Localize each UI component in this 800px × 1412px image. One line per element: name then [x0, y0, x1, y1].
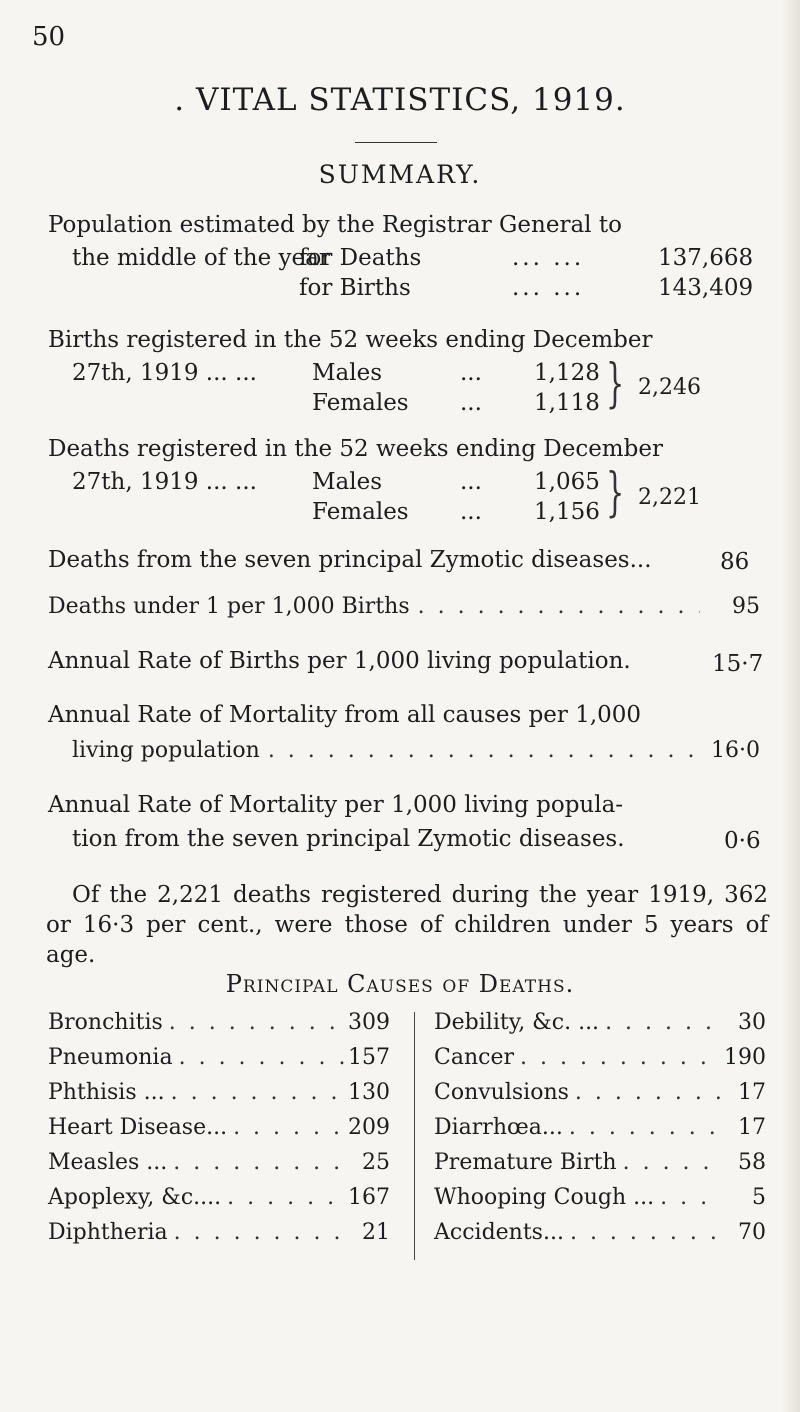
stat-zymotic-deaths-value: 86 — [720, 549, 750, 575]
cause-count: 190 — [724, 1045, 766, 1070]
stat-zymotic-mortality-label-2: tion from the seven principal Zymotic diseases. — [72, 826, 625, 852]
births-males-value: 1,128 — [534, 360, 600, 386]
stat-infant-deaths-row — [48, 594, 760, 619]
stat-mortality-rate-row — [72, 738, 760, 763]
births-brace: } — [606, 354, 625, 414]
population-deaths-dots: ... ... — [512, 245, 585, 271]
cause-name: Cancer — [434, 1045, 514, 1070]
cause-row — [434, 1045, 766, 1080]
leader-dots — [410, 594, 700, 619]
leader-dots — [564, 1220, 722, 1245]
cause-count: 17 — [738, 1115, 766, 1140]
population-births-dots: ... ... — [512, 275, 585, 301]
cause-name: Diarrhœa... — [434, 1115, 563, 1140]
cause-count: 5 — [752, 1185, 766, 1210]
births-females-value: 1,118 — [534, 390, 600, 416]
stat-mortality-rate-label-2: living population — [72, 738, 260, 763]
cause-count: 17 — [738, 1080, 766, 1105]
cause-name: Measles ... — [48, 1150, 168, 1175]
causes-heading-text: Principal Causes of Deaths. — [225, 970, 575, 998]
leader-dots — [221, 1185, 346, 1210]
cause-name: Debility, &c. ... — [434, 1010, 600, 1035]
population-line-2: the middle of the year — [72, 245, 330, 271]
leader-dots — [173, 1045, 346, 1070]
stat-birth-rate-label: Annual Rate of Births per 1,000 living population. — [48, 648, 631, 674]
cause-count: 167 — [348, 1185, 390, 1210]
leader-dots — [227, 1115, 346, 1140]
deaths-registered-intro: Deaths registered in the 52 weeks ending December — [48, 436, 663, 462]
cause-row — [48, 1185, 390, 1220]
deaths-males-dots: ... — [460, 469, 482, 495]
stat-zymotic-mortality-label-1: Annual Rate of Mortality per 1,000 living popula- — [48, 792, 624, 818]
page-edge-shadow — [782, 0, 800, 1412]
column-divider — [414, 1012, 415, 1260]
cause-count: 209 — [348, 1115, 390, 1140]
cause-row — [48, 1150, 390, 1185]
deaths-males-value: 1,065 — [534, 469, 600, 495]
births-registered-intro: Births registered in the 52 weeks ending December — [48, 327, 653, 353]
cause-row — [434, 1150, 766, 1185]
deaths-females-value: 1,156 — [534, 499, 600, 525]
stat-mortality-rate-label-1: Annual Rate of Mortality from all causes per 1,000 — [48, 702, 642, 728]
children-deaths-paragraph: Of the 2,221 deaths registered during the year 1919, 362 or 16·3 per cent., were those of children under 5 years of age. — [46, 882, 768, 968]
cause-name: Diphtheria — [48, 1220, 168, 1245]
cause-name: Pneumonia — [48, 1045, 173, 1070]
leader-dots — [167, 1150, 346, 1175]
births-females-dots: ... — [460, 390, 482, 416]
leader-dots — [165, 1080, 346, 1105]
summary-heading: SUMMARY. — [318, 160, 482, 189]
cause-name: Convulsions — [434, 1080, 569, 1105]
cause-row — [48, 1115, 390, 1150]
cause-name: Phthisis ... — [48, 1080, 165, 1105]
deaths-females-label: Females — [312, 499, 409, 525]
cause-count: 58 — [738, 1150, 766, 1175]
title-rule — [355, 142, 437, 143]
population-line-1: Population estimated by the Registrar General to — [48, 212, 622, 238]
cause-count: 30 — [738, 1010, 766, 1035]
deaths-registered-date: 27th, 1919 ... ... — [72, 469, 257, 495]
cause-count: 25 — [362, 1150, 390, 1175]
population-deaths-label: for Deaths — [299, 245, 422, 271]
causes-right-column — [434, 1010, 766, 1255]
cause-count: 21 — [362, 1220, 390, 1245]
leader-dots — [563, 1115, 722, 1140]
cause-row — [48, 1010, 390, 1045]
leader-dots — [168, 1220, 346, 1245]
stat-infant-deaths-value: 95 — [732, 594, 760, 619]
deaths-females-dots: ... — [460, 499, 482, 525]
leader-dots — [569, 1080, 722, 1105]
stat-infant-deaths-label: Deaths under 1 per 1,000 Births — [48, 594, 410, 619]
cause-name: Heart Disease... — [48, 1115, 228, 1140]
population-deaths-value: 137,668 — [658, 245, 754, 271]
leader-dots — [617, 1150, 722, 1175]
stat-zymotic-mortality-value: 0·6 — [724, 828, 761, 854]
cause-count: 130 — [348, 1080, 390, 1105]
cause-row — [434, 1115, 766, 1150]
births-males-label: Males — [312, 360, 383, 386]
deaths-brace: } — [606, 463, 625, 523]
cause-count: 309 — [348, 1010, 390, 1035]
leader-dots — [514, 1045, 722, 1070]
cause-row — [434, 1185, 766, 1220]
stat-birth-rate-value: 15·7 — [712, 651, 764, 677]
page-title: . VITAL STATISTICS, 1919. — [174, 82, 626, 118]
cause-row — [48, 1045, 390, 1080]
causes-left-column — [48, 1010, 390, 1255]
deaths-total: 2,221 — [638, 485, 701, 510]
cause-row — [48, 1220, 390, 1255]
cause-name: Apoplexy, &c.... — [48, 1185, 222, 1210]
births-females-label: Females — [312, 390, 409, 416]
cause-row — [434, 1220, 766, 1255]
births-total: 2,246 — [638, 375, 701, 400]
deaths-males-label: Males — [312, 469, 383, 495]
cause-count: 157 — [348, 1045, 390, 1070]
stat-zymotic-deaths-label: Deaths from the seven principal Zymotic diseases... — [48, 547, 652, 573]
cause-name: Whooping Cough ... — [434, 1185, 655, 1210]
stat-mortality-rate-value: 16·0 — [711, 738, 760, 763]
births-males-dots: ... — [460, 360, 482, 386]
cause-name: Premature Birth — [434, 1150, 617, 1175]
population-births-label: for Births — [299, 275, 411, 301]
births-registered-date: 27th, 1919 ... ... — [72, 360, 257, 386]
leader-dots — [599, 1010, 722, 1035]
cause-row — [434, 1080, 766, 1115]
page-number: 50 — [32, 22, 66, 52]
population-births-value: 143,409 — [658, 275, 754, 301]
leader-dots — [163, 1010, 346, 1035]
cause-row — [48, 1080, 390, 1115]
cause-name: Bronchitis — [48, 1010, 163, 1035]
cause-name: Accidents... — [434, 1220, 564, 1245]
causes-heading — [0, 970, 800, 998]
leader-dots — [654, 1185, 722, 1210]
cause-row — [434, 1010, 766, 1045]
leader-dots — [260, 738, 700, 763]
cause-count: 70 — [738, 1220, 766, 1245]
